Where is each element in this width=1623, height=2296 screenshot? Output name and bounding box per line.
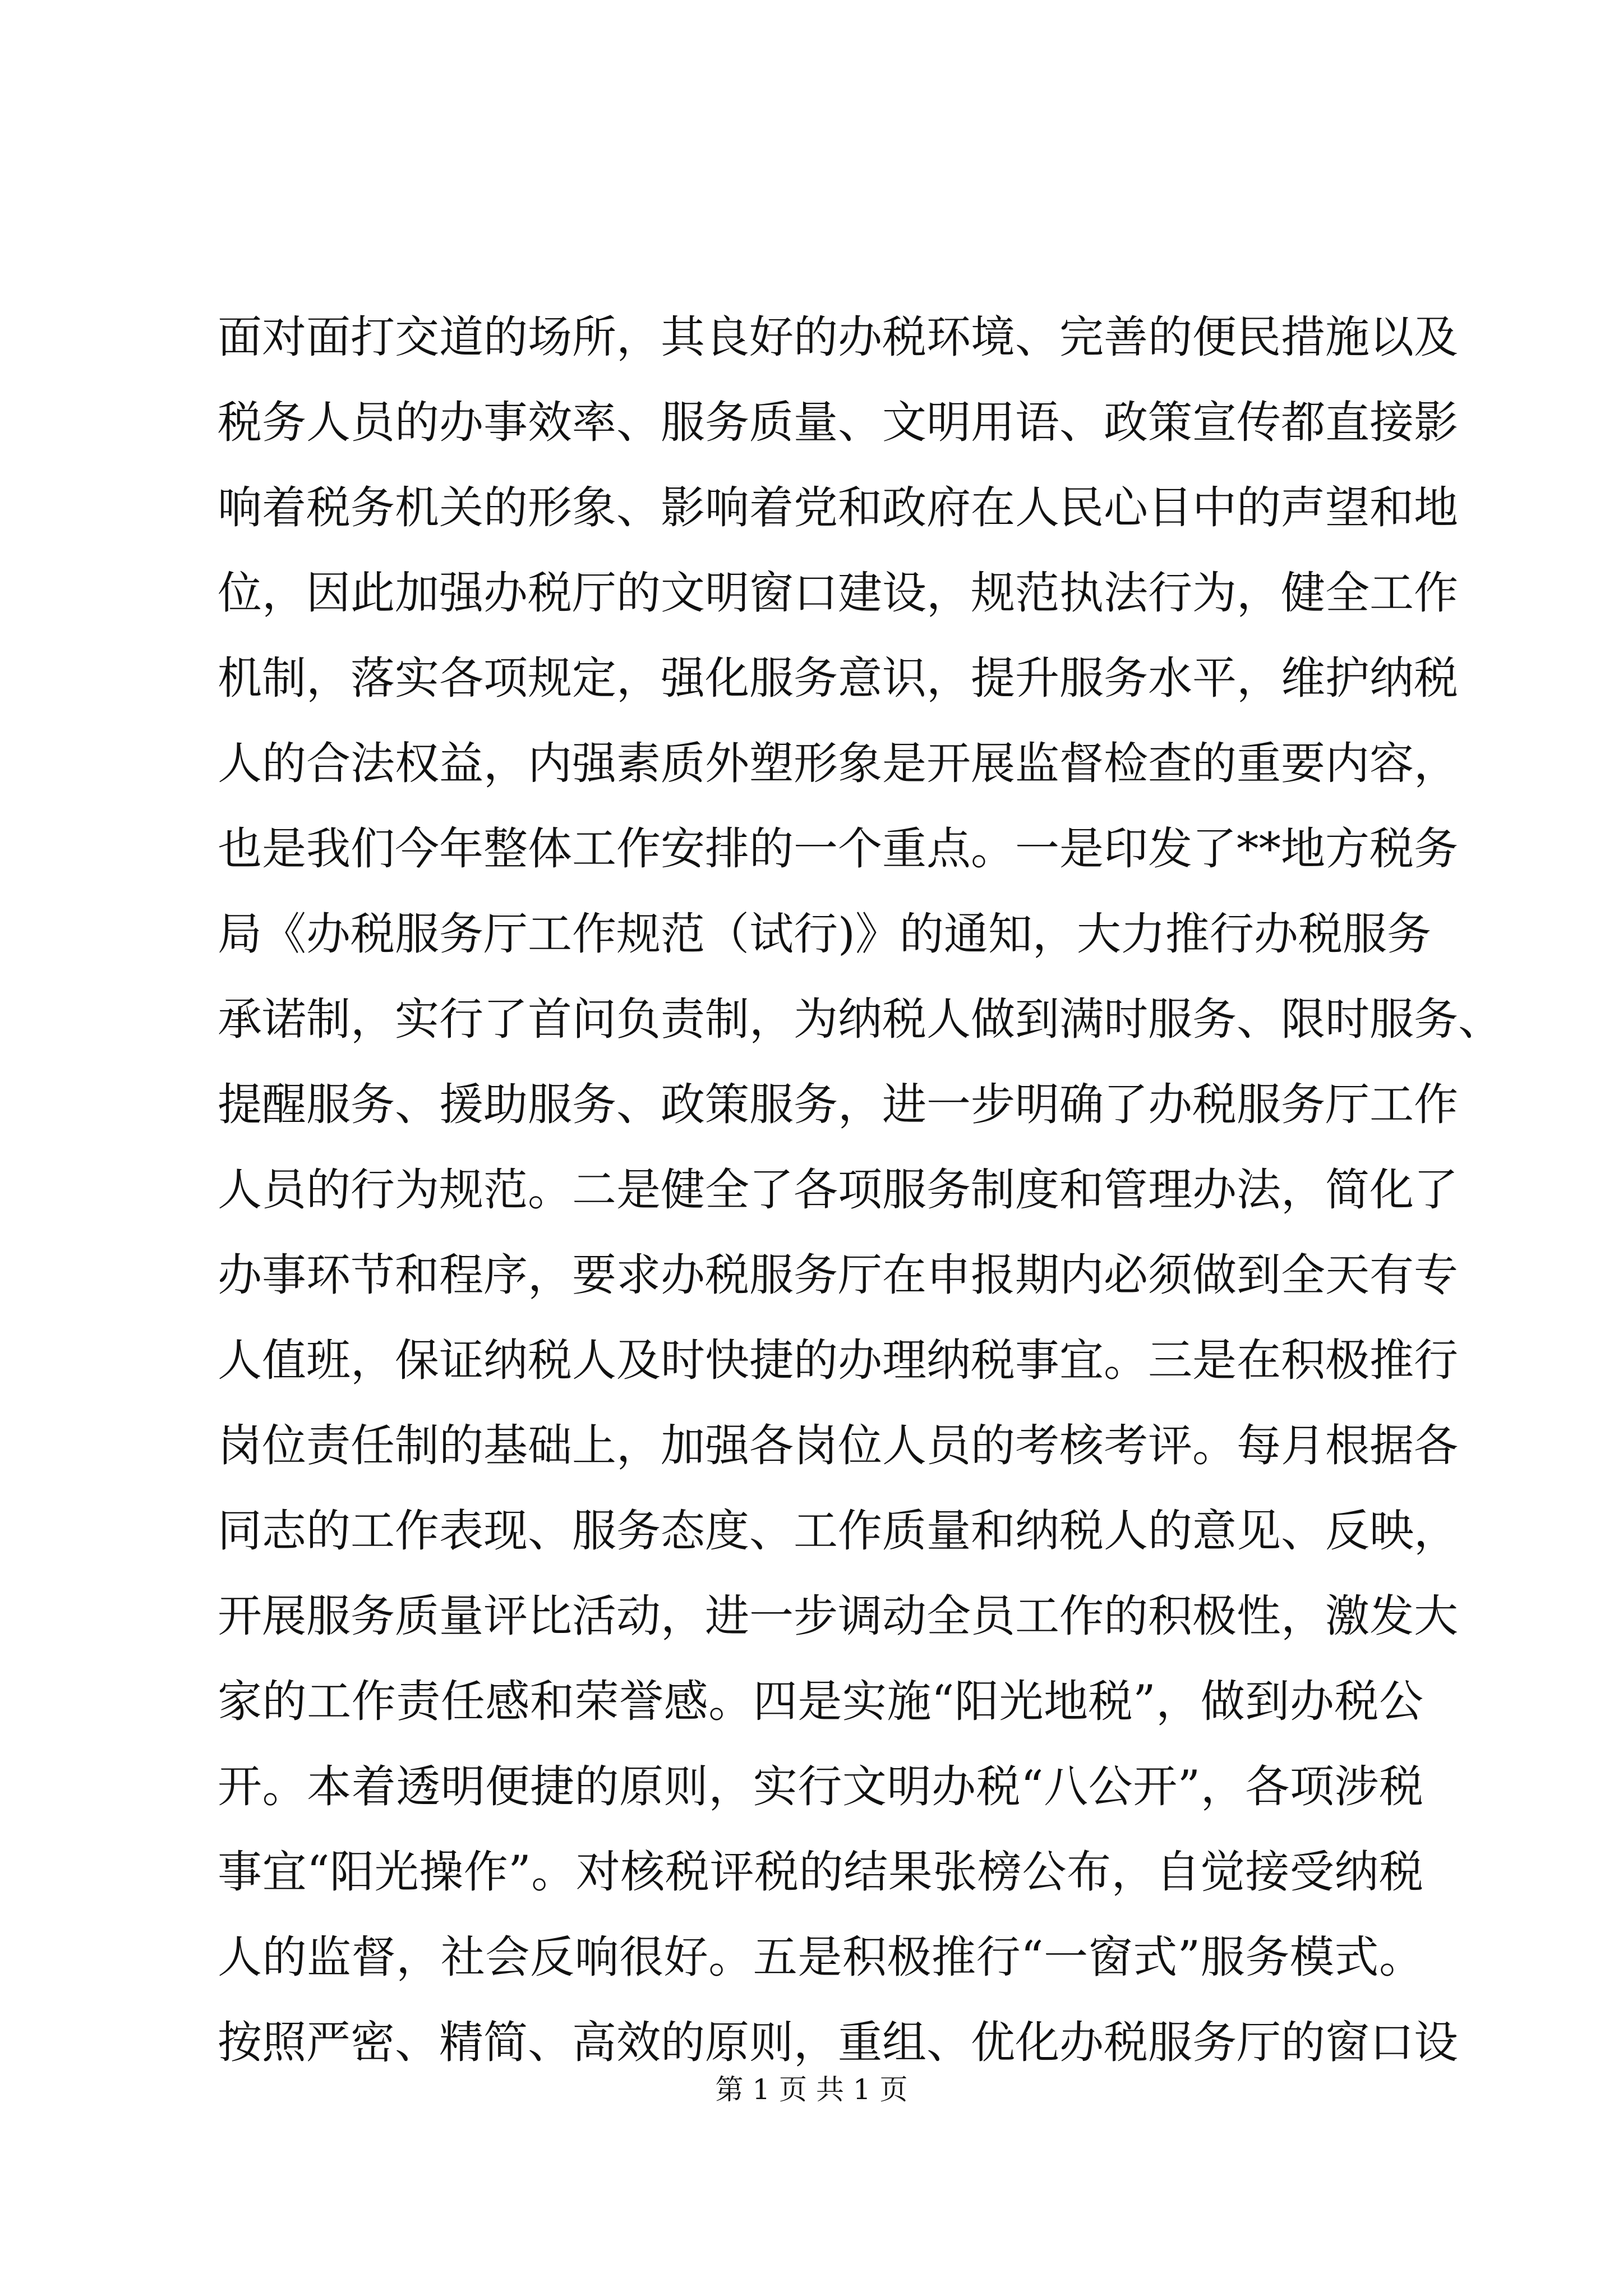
text-line: 人的合法权益，内强素质外塑形象是开展监督检查的重要内容， <box>218 738 1458 789</box>
page-number-footer: 第 1 页 共 1 页 <box>715 2073 908 2106</box>
text-line: 响着税务机关的形象、影响着党和政府在人民心目中的声望和地 <box>218 482 1458 533</box>
text-line: 位，因此加强办税厅的文明窗口建设，规范执法行为，健全工作 <box>218 567 1458 619</box>
text-line: 承诺制，实行了首问负责制，为纳税人做到满时服务、限时服务、 <box>218 993 1502 1045</box>
text-line: 人值班，保证纳税人及时快捷的办理纳税事宜。三是在积极推行 <box>218 1335 1458 1386</box>
text-line: 局《办税服务厅工作规范（试行)》的通知，大力推行办税服务 <box>218 908 1431 960</box>
text-line: 税务人员的办事效率、服务质量、文明用语、政策宣传都直接影 <box>218 397 1458 448</box>
text-line: 事宜“阳光操作”。对核税评税的结果张榜公布，自觉接受纳税 <box>218 1846 1423 1898</box>
text-line: 办事环节和程序，要求办税服务厅在申报期内必须做到全天有专 <box>218 1249 1458 1301</box>
body-paragraph <box>218 295 1502 2085</box>
text-line: 开。本着透明便捷的原则，实行文明办税“八公开”，各项涉税 <box>218 1761 1423 1812</box>
text-line: 开展服务质量评比活动，进一步调动全员工作的积极性，激发大 <box>218 1590 1458 1642</box>
text-line: 人的监督，社会反响很好。五是积极推行“一窗式”服务模式。 <box>218 1931 1423 1983</box>
text-line: 家的工作责任感和荣誉感。四是实施“阳光地税”，做到办税公 <box>218 1676 1423 1727</box>
text-line: 岗位责任制的基础上，加强各岗位人员的考核考评。每月根据各 <box>218 1420 1458 1471</box>
text-line: 机制，落实各项规定，强化服务意识，提升服务水平，维护纳税 <box>218 652 1458 704</box>
text-line: 同志的工作表现、服务态度、工作质量和纳税人的意见、反映， <box>218 1505 1458 1557</box>
text-line: 也是我们今年整体工作安排的一个重点。一是印发了**地方税务 <box>218 823 1458 875</box>
text-line: 人员的行为规范。二是健全了各项服务制度和管理办法，简化了 <box>218 1164 1458 1216</box>
text-line: 提醒服务、援助服务、政策服务，进一步明确了办税服务厅工作 <box>218 1079 1458 1130</box>
text-line: 面对面打交道的场所，其良好的办税环境、完善的便民措施以及 <box>218 311 1458 363</box>
text-line: 按照严密、精简、高效的原则，重组、优化办税服务厅的窗口设 <box>218 2017 1458 2068</box>
